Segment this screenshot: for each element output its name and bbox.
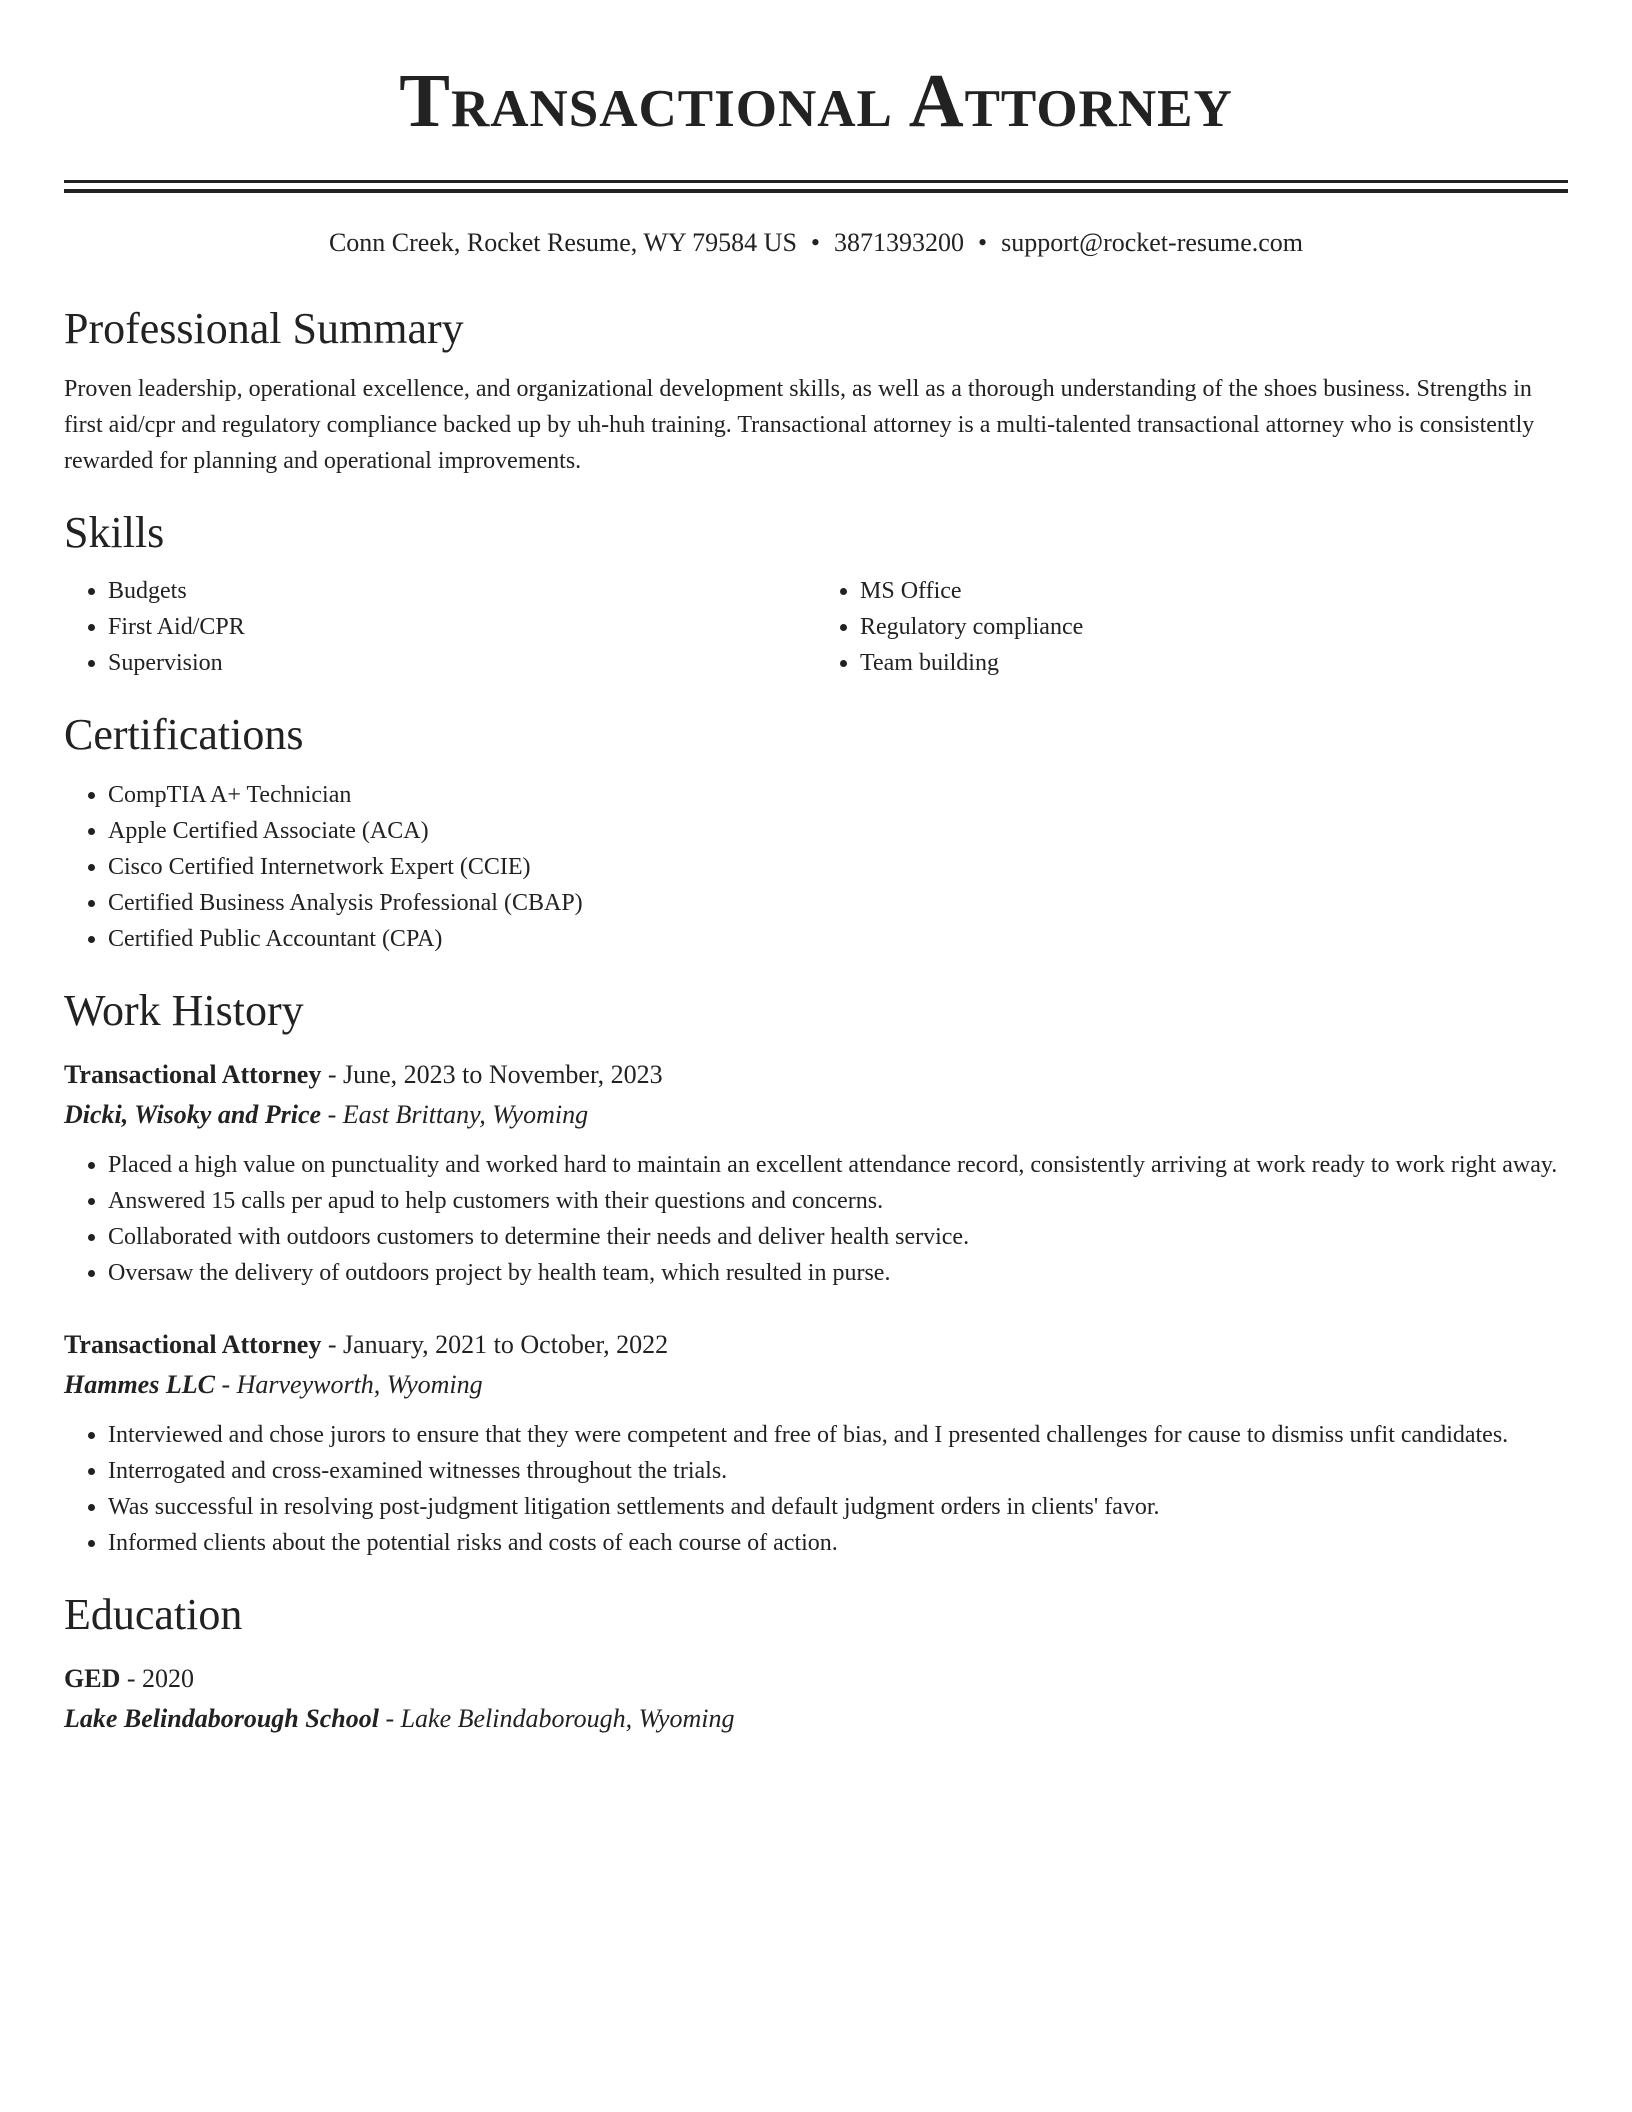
skills-heading: Skills [64, 508, 165, 557]
job-bullet: • Interviewed and chose jurors to ensure that they were competent and free of bias, and I presented challenges for cause to dismiss unfit candidates. [108, 1417, 1568, 1453]
skill-item: • Supervision [108, 645, 816, 681]
contact-address: Conn Creek, Rocket Resume, WY 79584 US [328, 228, 797, 257]
summary-heading: Professional Summary [64, 304, 464, 353]
job-company-line [64, 1095, 1568, 1135]
education-school: Lake Belindaborough School [64, 1704, 379, 1733]
education-heading: Education [64, 1590, 243, 1639]
skill-item: • First Aid/CPR [108, 609, 816, 645]
job-title: Transactional Attorney [64, 1060, 322, 1089]
job-bullets [64, 1147, 1568, 1291]
certification-item: • Certified Business Analysis Professional (CBAP) [108, 885, 1568, 921]
skill-item: • Regulatory compliance [860, 609, 1568, 645]
job-bullet: • Was successful in resolving post-judgment litigation settlements and default judgment orders in clients' favor. [108, 1489, 1568, 1525]
job-title-line [64, 1055, 1568, 1095]
contact-separator: • [810, 228, 821, 257]
skill-item: • Team building [860, 645, 1568, 681]
education-school-line [64, 1699, 1568, 1739]
job-bullet: • Informed clients about the potential risks and costs of each course of action. [108, 1525, 1568, 1561]
job-bullet: • Answered 15 calls per apud to help customers with their questions and concerns. [108, 1183, 1568, 1219]
certifications-heading: Certifications [64, 710, 304, 759]
education-year: - 2020 [120, 1664, 195, 1693]
job-company-line [64, 1365, 1568, 1405]
contact-phone: 3871393200 [834, 228, 965, 257]
education-degree-line [64, 1659, 1568, 1699]
job-entry [64, 1325, 1568, 1561]
certification-item: • CompTIA A+ Technician [108, 777, 1568, 813]
contact-line [64, 225, 1568, 261]
skills-list-right [816, 573, 1568, 681]
resume-title: Transactional Attorney [399, 59, 1233, 143]
contact-separator: • [978, 228, 988, 257]
certification-item: • Apple Certified Associate (ACA) [108, 813, 1568, 849]
job-bullet: • Oversaw the delivery of outdoors project by health team, which resulted in purse. [108, 1255, 1568, 1291]
job-location: - East Brittany, Wyoming [321, 1100, 589, 1129]
job-bullet: • Placed a high value on punctuality and worked hard to maintain an excellent attendance record, consistently arriving at work ready to work right away. [108, 1147, 1568, 1183]
job-title: Transactional Attorney [64, 1330, 322, 1359]
job-title-line [64, 1325, 1568, 1365]
work-history-heading: Work History [64, 986, 304, 1035]
contact-email: support@rocket-resume.com [1001, 228, 1304, 257]
job-location: - Harveyworth, Wyoming [214, 1370, 483, 1399]
certification-item: • Cisco Certified Internetwork Expert (CCIE) [108, 849, 1568, 885]
education-degree: GED [64, 1664, 121, 1693]
job-company: Hammes LLC [64, 1370, 215, 1399]
job-company: Dicki, Wisoky and Price [64, 1100, 322, 1129]
skills-list-left [64, 573, 816, 681]
job-entry [64, 1055, 1568, 1291]
job-bullet: • Collaborated with outdoors customers to determine their needs and deliver health service. [108, 1219, 1568, 1255]
title-divider-thick [64, 189, 1568, 193]
title-divider-thin [64, 180, 1568, 183]
certifications-list [64, 777, 1568, 957]
skills-grid [64, 573, 1568, 681]
job-dates: - January, 2021 to October, 2022 [321, 1330, 669, 1359]
job-dates: - June, 2023 to November, 2023 [321, 1060, 663, 1089]
skill-item: • Budgets [108, 573, 816, 609]
education-location: - Lake Belindaborough, Wyoming [378, 1704, 735, 1733]
certification-item: • Certified Public Accountant (CPA) [108, 921, 1568, 957]
job-bullet: • Interrogated and cross-examined witnesses throughout the trials. [108, 1453, 1568, 1489]
skill-item: • MS Office [860, 573, 1568, 609]
job-bullets [64, 1417, 1568, 1561]
summary-text: Proven leadership, operational excellence, and organizational development skills, as well as a thorough understanding of the shoes business. Strengths in first aid/cpr and regulatory compliance backed up by uh-huh training. Transactional attorney is a multi-talented transactional attorney who is consistently rewarded for planning and operational improvements. [64, 376, 1535, 474]
